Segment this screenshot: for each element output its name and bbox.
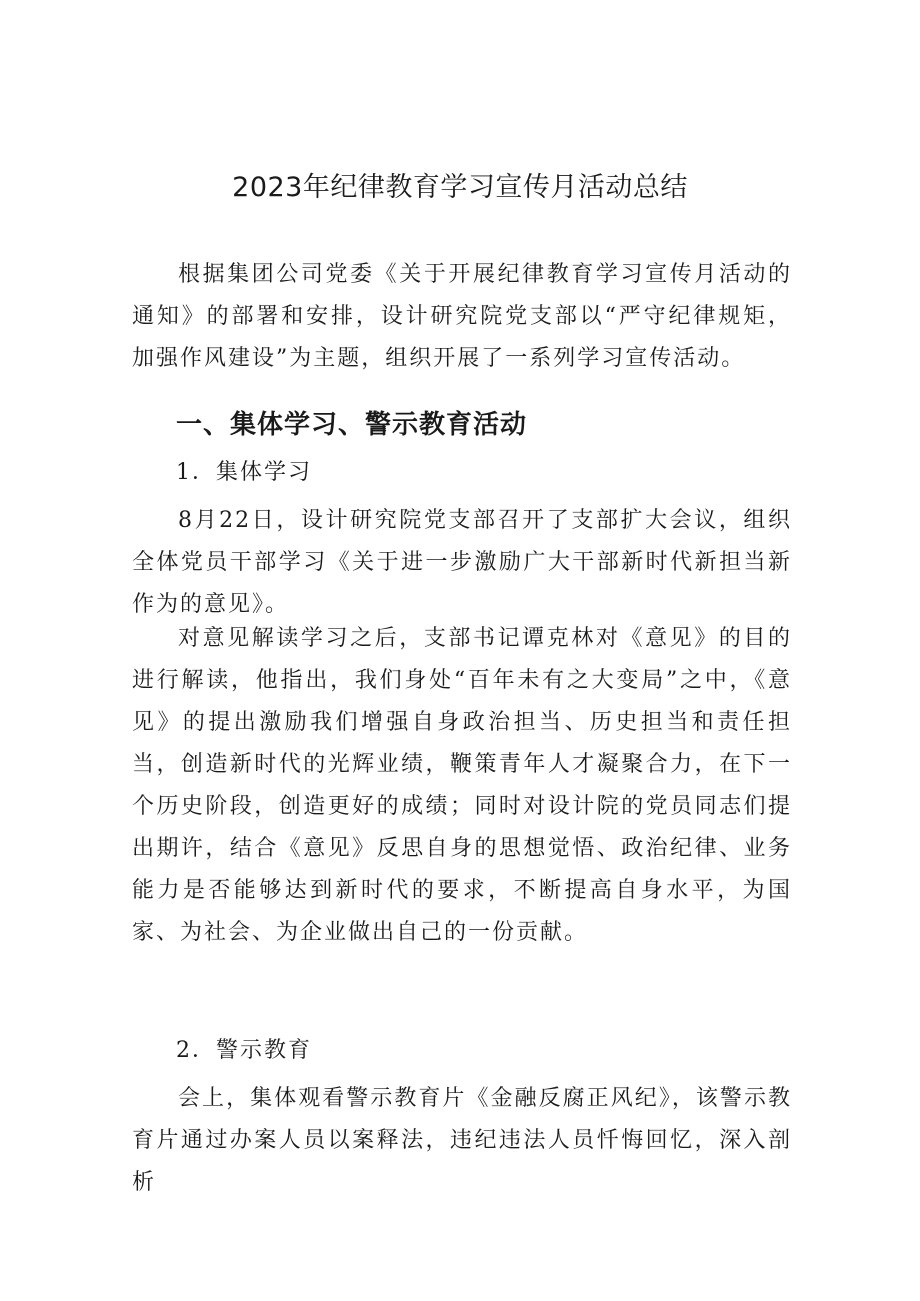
warning-paragraph-1: 会上，集体观看警示教育片《金融反腐正风纪》，该警示教育片通过办案人员以案释法，违纪违法人员忏悔回忆，深入剖析 <box>132 1086 792 1195</box>
intro-paragraph: 根据集团公司党委《关于开展纪律教育学习宣传月活动的通知》的部署和安排，设计研究院党支部以“严守纪律规矩，加强作风建设”为主题，组织开展了一系列学习宣传活动。 <box>132 262 792 371</box>
study-paragraph-1: 8月22日，设计研究院党支部召开了支部扩大会议，组织全体党员干部学习《关于进一步激励广大干部新时代新担当新作为的意见》。 <box>132 508 792 617</box>
section-heading: 一、集体学习、警示教育活动 <box>176 410 528 440</box>
study-paragraph-2: 对意见解读学习之后，支部书记谭克林对《意见》的目的进行解读，他指出，我们身处“百年未有之大变局”之中，《意见》的提出激励我们增强自身政治担当、历史担当和责任担当，创造新时代的光辉业绩，鞭策青年人才凝聚合力，在下一个历史阶段，创造更好的成绩；同时对设计院的党员同志们提出期许，结合《意见》反思自身的思想觉悟、政治纪律、业务能力是否能够达到新时代的要求，不断提高自身水平，为国家、为社会、为企业做出自己的一份贡献。 <box>132 626 792 945</box>
subsection-label-study: 1．集体学习 <box>176 460 312 485</box>
subsection-label-warning: 2．警示教育 <box>176 1038 312 1063</box>
document-title: 2023年纪律教育学习宣传月活动总结 <box>232 172 688 203</box>
